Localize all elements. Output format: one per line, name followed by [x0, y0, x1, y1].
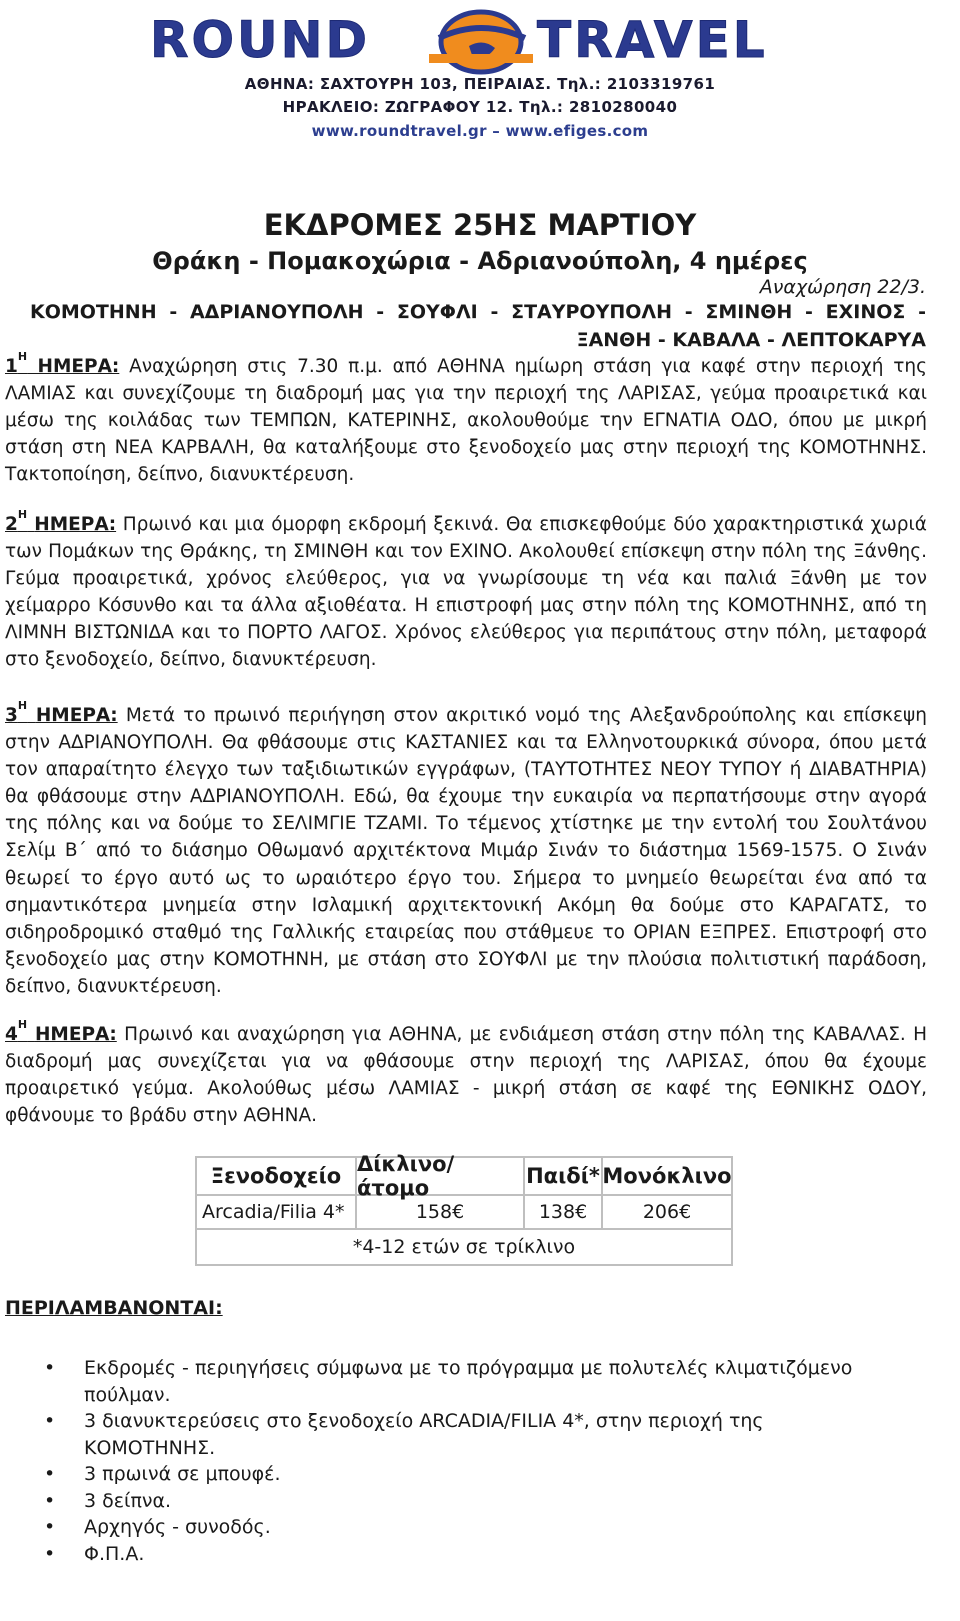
departure-date: Αναχώρηση 22/3. — [759, 276, 926, 298]
route-stops: ΚΟΜΟΤΗΝΗ - ΑΔΡΙΑΝΟΥΠΟΛΗ - ΣΟΥΦΛΙ - ΣΤΑΥΡΟΥΠΟΛΗ - ΣΜΙΝΘΗ - ΕΧΙΝΟΣ - ΞΑΝΘΗ - ΚΑΒΑΛΑ - ΛΕΠΤΟΚΑΡΥΑ — [30, 301, 926, 351]
cell-child-price: 138€ — [525, 1196, 603, 1230]
included-list — [0, 1355, 900, 1567]
day-4-text: Πρωινό και αναχώρηση για ΑΘΗΝΑ, με ενδιάμεση στάση στην πόλη της ΚΑΒΑΛΑΣ. Η διαδρομή μας συνεχίζεται για να φθάσουμε στην περιοχή της ΛΑΡΙΣΑΣ, όπου θα έχουμε προαιρετικό γεύμα. Ακολούθως μέσω ΛΑΜΙΑΣ - μικρή στάση σε καφέ της ΕΘΝΙΚΗΣ ΟΔΟΥ, φθάνουμε το βράδυ στην ΑΘΗΝΑ. — [5, 1024, 927, 1127]
header-double-per-person: Δίκλινο/άτομο — [357, 1158, 525, 1196]
list-item: • Φ.Π.Α. — [0, 1541, 900, 1568]
day-2-heading: $2^H$ ΗΜΕΡΑ: — [5, 508, 117, 535]
header-child: Παιδί* — [525, 1158, 603, 1196]
child-age-note: *4-12 ετών σε τρίκλινο — [352, 1236, 576, 1258]
price-table-note-row — [197, 1230, 731, 1264]
day-3-heading: $3^H$ ΗΜΕΡΑ: — [5, 699, 118, 726]
logo-address-athens: ΑΘΗΝΑ: ΣΑΧΤΟΥΡΗ 103, ΠΕΙΡΑΙΑΣ. Τηλ.: 2103319761 — [244, 75, 716, 93]
header-hotel: Ξενοδοχείο — [197, 1158, 357, 1196]
day-1-text: Αναχώρηση στις 7.30 π.μ. από ΑΘΗΝΑ ημίωρη στάση για καφέ στην περιοχή της ΛΑΜΙΑΣ και συνεχίζουμε τη διαδρομή μας για την περιοχή της ΛΑΡΙΣΑΣ, γεύμα προαιρετικά και μέσω της κοιλάδας των ΤΕΜΠΩΝ, ΚΑΤΕΡΙΝΗΣ, ακολουθούμε την ΕΓΝΑΤΙΑ ΟΔΟ, όπου με μικρή στάση στη ΝΕΑ ΚΑΡΒΑΛΗ, θα καταλήξουμε στο ξενοδοχείο μας στην περιοχή της ΚΟΜΟΤΗΝΗΣ. Τακτοποίηση, δείπνο, διανυκτέρευση. — [5, 356, 927, 486]
list-item: • 3 πρωινά σε μπουφέ. — [0, 1461, 900, 1488]
price-table — [195, 1152, 733, 1266]
cell-double-price: 158€ — [357, 1196, 525, 1230]
price-table-row — [197, 1196, 731, 1230]
list-item: • Εκδρομές - περιηγήσεις σύμφωνα με το πρόγραμμα με πολυτελές κλιματιζόμενο πούλμαν. — [0, 1355, 900, 1408]
header-single: Μονόκλινο — [603, 1158, 731, 1196]
logo-address-heraklion: ΗΡΑΚΛΕΙΟ: ΖΩΓΡΑΦΟΥ 12. Τηλ.: 2810280040 — [282, 98, 678, 116]
globe-icon — [429, 8, 533, 76]
day-2-paragraph — [5, 508, 927, 674]
logo-websites: www.roundtravel.gr – www.efiges.com — [311, 122, 649, 140]
company-logo — [0, 0, 960, 150]
day-4-heading: $4^H$ ΗΜΕΡΑ: — [5, 1018, 117, 1045]
cell-hotel-name: Arcadia/Filia 4* — [197, 1196, 357, 1230]
list-item: • Αρχηγός - συνοδός. — [0, 1514, 900, 1541]
list-item: • 3 δείπνα. — [0, 1488, 900, 1515]
price-table-header-row — [197, 1152, 732, 1200]
page-title: ΕΚΔΡΟΜΕΣ 25ΗΣ ΜΑΡΤΙΟΥ — [263, 208, 697, 242]
day-3-text: Μετά το πρωινό περιήγηση στον ακριτικό νομό της Αλεξανδρούπολης και επίσκεψη στην ΑΔΡΙΑΝΟΥΠΟΛΗ. Θα φθάσουμε στις ΚΑΣΤΑΝΙΕΣ και τα Ελληνοτουρκικά σύνορα, όπου μετά τον απαραίτητο έλεγχο των ταξιδιωτικών εγγράφων, (ΤΑΥΤΟΤΗΤΕΣ ΝΕΟΥ ΤΥΠΟΥ ή ΔΙΑΒΑΤΗΡΙΑ) θα φθάσουμε στην ΑΔΡΙΑΝΟΥΠΟΛΗ. Εδώ, θα έχουμε την ευκαιρία να περπατήσουμε στην αγορά της πόλης και να δούμε το ΣΕΛΙΜΓΙΕ ΤΖΑΜΙ. Το τέμενος χτίστηκε με την εντολή του Σουλτάνου Σελίμ Β΄ από το διάσημο Οθωμανό αρχιτέκτονα Μιμάρ Σινάν το διάστημα 1569-1575. Ο Σινάν θεωρεί το έργο αυτό ως το ωραιότερο έργο του. Σήμερα το μνημείο θεωρείται ένα από τα σημαντικότερα μνημεία στην Ισλαμική αρχιτεκτονική Ακόμη θα δούμε στο ΚΑΡΑΓΑΤΣ, το σιδηροδρομικό σταθμό της Γαλλικής εταιρείας που στάθμευε το ΟΡΙΑΝ ΕΞΠΡΕΣ. Επιστροφή στο ξενοδοχείο μας στην ΚΟΜΟΤΗΝΗ, με στάση στο ΣΟΥΦΛΙ με την πλούσια πολιτιστική παράδοση, δείπνο, διανυκτέρευση. — [5, 705, 927, 997]
logo-word-travel: TRAVEL — [537, 11, 768, 69]
list-item: • 3 διανυκτερεύσεις στο ξενοδοχείο ARCADIA/FILIA 4*, στην περιοχή της ΚΟΜΟΤΗΝΗΣ. — [0, 1408, 900, 1461]
day-1-heading: $1^H$ ΗΜΕΡΑ: — [5, 350, 120, 377]
day-2-text: Πρωινό και μια όμορφη εκδρομή ξεκινά. Θα επισκεφθούμε δύο χαρακτηριστικά χωριά των Πομάκων της Θράκης, τη ΣΜΙΝΘΗ και τον ΕΧΙΝΟ. Ακολουθεί επίσκεψη στην πόλη της Ξάνθης. Γεύμα προαιρετικά, χρόνος ελεύθερος, για να γνωρίσουμε τη νέα και παλιά Ξάνθη με τον χείμαρρο Κόσυνθο και τα άλλα αξιοθέατα. Η επιστροφή μας στην πόλη της ΚΟΜΟΤΗΝΗΣ, από τη ΛΙΜΝΗ ΒΙΣΤΩΝΙΔΑ και το ΠΟΡΤΟ ΛΑΓΟΣ. Χρόνος ελεύθερος για περιπάτους στην πόλη, μεταφορά στο ξενοδοχείο, δείπνο, διανυκτέρευση. — [5, 514, 927, 671]
page-subtitle: Θράκη - Πομακοχώρια - Αδριανούπολη, 4 ημέρες — [152, 247, 808, 275]
day-3-paragraph — [5, 699, 927, 1000]
included-heading: ΠΕΡΙΛΑΜΒΑΝΟΝΤΑΙ: — [5, 1297, 223, 1319]
day-4-paragraph — [5, 1018, 927, 1129]
day-1-paragraph — [5, 350, 927, 488]
logo-word-round: ROUND — [150, 11, 370, 69]
cell-single-price: 206€ — [603, 1196, 731, 1230]
